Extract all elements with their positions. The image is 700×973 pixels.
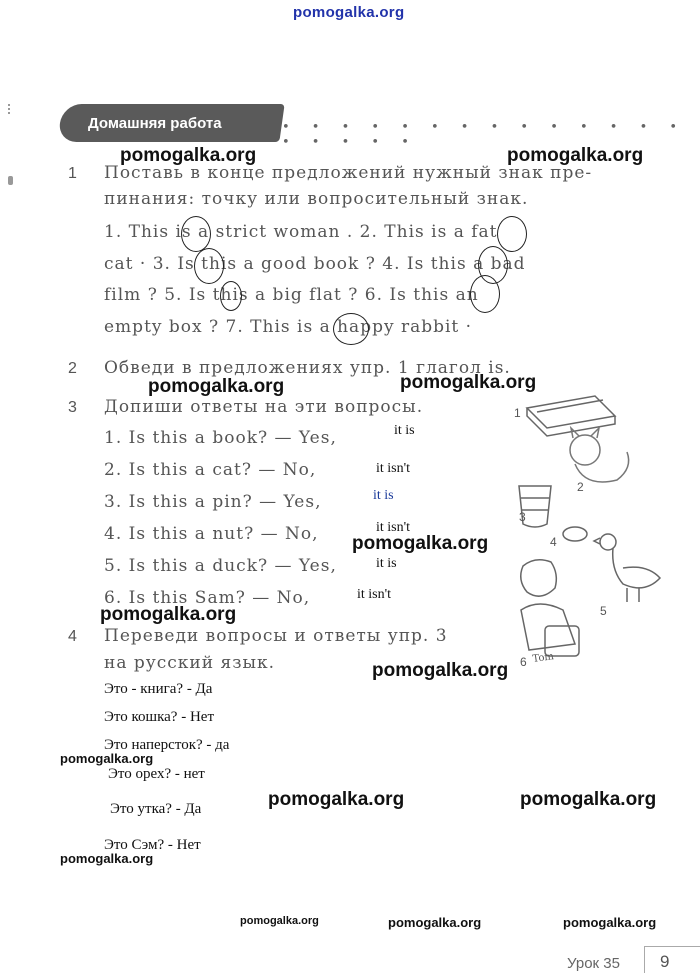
exercise-4-instruction: Переведи вопросы и ответы упр. 3 (104, 626, 448, 646)
margin-mark (8, 176, 13, 185)
exercise-4-answer: Это орех? - нет (108, 766, 205, 782)
exercise-2-number: 2 (68, 360, 77, 377)
exercise-3-question: 4. Is this a nut? — No, (104, 524, 319, 544)
exercise-3-question: 2. Is this a cat? — No, (104, 460, 317, 480)
dotted-rule: • • • • • • • • • • • • • • • • • • • (282, 120, 687, 150)
picture-number: 5 (600, 604, 607, 618)
exercise-3-number: 3 (68, 399, 77, 416)
is-circle (470, 275, 500, 313)
nut-icon (563, 527, 587, 541)
exercise-1-instruction: пинания: точку или вопросительный знак. (104, 189, 529, 209)
exercise-3-answer: it is (394, 423, 415, 438)
exercise-3-answer: it isn't (357, 587, 392, 602)
watermark: pomogalka.org (507, 145, 644, 166)
picture-number: 3 (519, 510, 526, 524)
exercise-3-answer: it isn't (376, 461, 411, 476)
exercise-1-instruction: Поставь в конце предложений нужный знак пре- (104, 163, 593, 183)
section-title: Домашняя работа (88, 115, 222, 132)
name-tag: Tom (531, 651, 555, 665)
watermark: pomogalka.org (268, 789, 405, 810)
picture-number: 2 (577, 480, 584, 494)
top-watermark: pomogalka.org (293, 4, 405, 21)
picture-number: 4 (550, 535, 557, 549)
exercise-3-illustrations (505, 388, 675, 678)
watermark: pomogalka.org (120, 145, 257, 166)
is-circle (181, 216, 211, 252)
watermark: pomogalka.org (60, 751, 154, 766)
exercise-3-question: 3. Is this a pin? — Yes, (104, 492, 322, 512)
exercise-3-question: 5. Is this a duck? — Yes, (104, 556, 337, 576)
exercise-3-question: 1. Is this a book? — Yes, (104, 428, 337, 448)
exercise-3-answer: it is (373, 488, 394, 503)
exercise-1-line: empty box ? 7. This is a happy rabbit · (104, 317, 473, 337)
watermark: pomogalka.org (520, 789, 657, 810)
watermark: pomogalka.org (352, 533, 489, 554)
exercise-4-answer: Это утка? - Да (110, 801, 202, 817)
exercise-4-number: 4 (68, 628, 77, 645)
boy-icon (521, 560, 579, 656)
exercise-1-line: film ? 5. Is this a big flat ? 6. Is this an (104, 285, 479, 305)
duck-icon (594, 534, 660, 602)
is-circle (333, 313, 369, 345)
watermark: pomogalka.org (148, 376, 285, 397)
exercise-4-instruction: на русский язык. (104, 653, 276, 673)
margin-mark (8, 104, 14, 114)
exercise-3-instruction: Допиши ответы на эти вопросы. (104, 397, 424, 417)
exercise-2-instruction: Обведи в предложениях упр. 1 глагол is. (104, 358, 511, 378)
exercise-3-answer: it isn't (376, 520, 411, 535)
exercise-3-question: 6. Is this Sam? — No, (104, 588, 311, 608)
exercise-4-answer: Это - книга? - Да (104, 681, 213, 697)
exercise-4-answer: Это кошка? - Нет (104, 709, 215, 725)
watermark: pomogalka.org (100, 604, 237, 625)
cat-icon (570, 428, 629, 482)
page-number: 9 (660, 952, 670, 971)
exercise-3-answer: it is (376, 556, 397, 571)
is-circle (497, 216, 527, 252)
exercise-4-answer: Это Сэм? - Нет (104, 837, 201, 853)
watermark: pomogalka.org (563, 915, 657, 930)
exercise-1-line: 1. This is a strict woman . 2. This is a fat (104, 222, 498, 242)
is-circle (220, 281, 242, 311)
exercise-1-number: 1 (68, 165, 77, 182)
picture-number: 1 (514, 406, 521, 420)
watermark: pomogalka.org (60, 851, 154, 866)
is-circle (194, 248, 224, 284)
watermark: pomogalka.org (388, 915, 482, 930)
exercise-1-line: cat · 3. Is this a good book ? 4. Is this a bad (104, 254, 526, 274)
picture-number: 6 (520, 655, 527, 669)
watermark: pomogalka.org (372, 660, 509, 681)
exercise-4-answer: Это наперсток? - да (104, 737, 230, 753)
watermark: pomogalka.org (400, 372, 537, 393)
page-box (644, 946, 700, 973)
watermark: pomogalka.org (240, 915, 319, 927)
lesson-label: Урок 35 (567, 955, 620, 972)
